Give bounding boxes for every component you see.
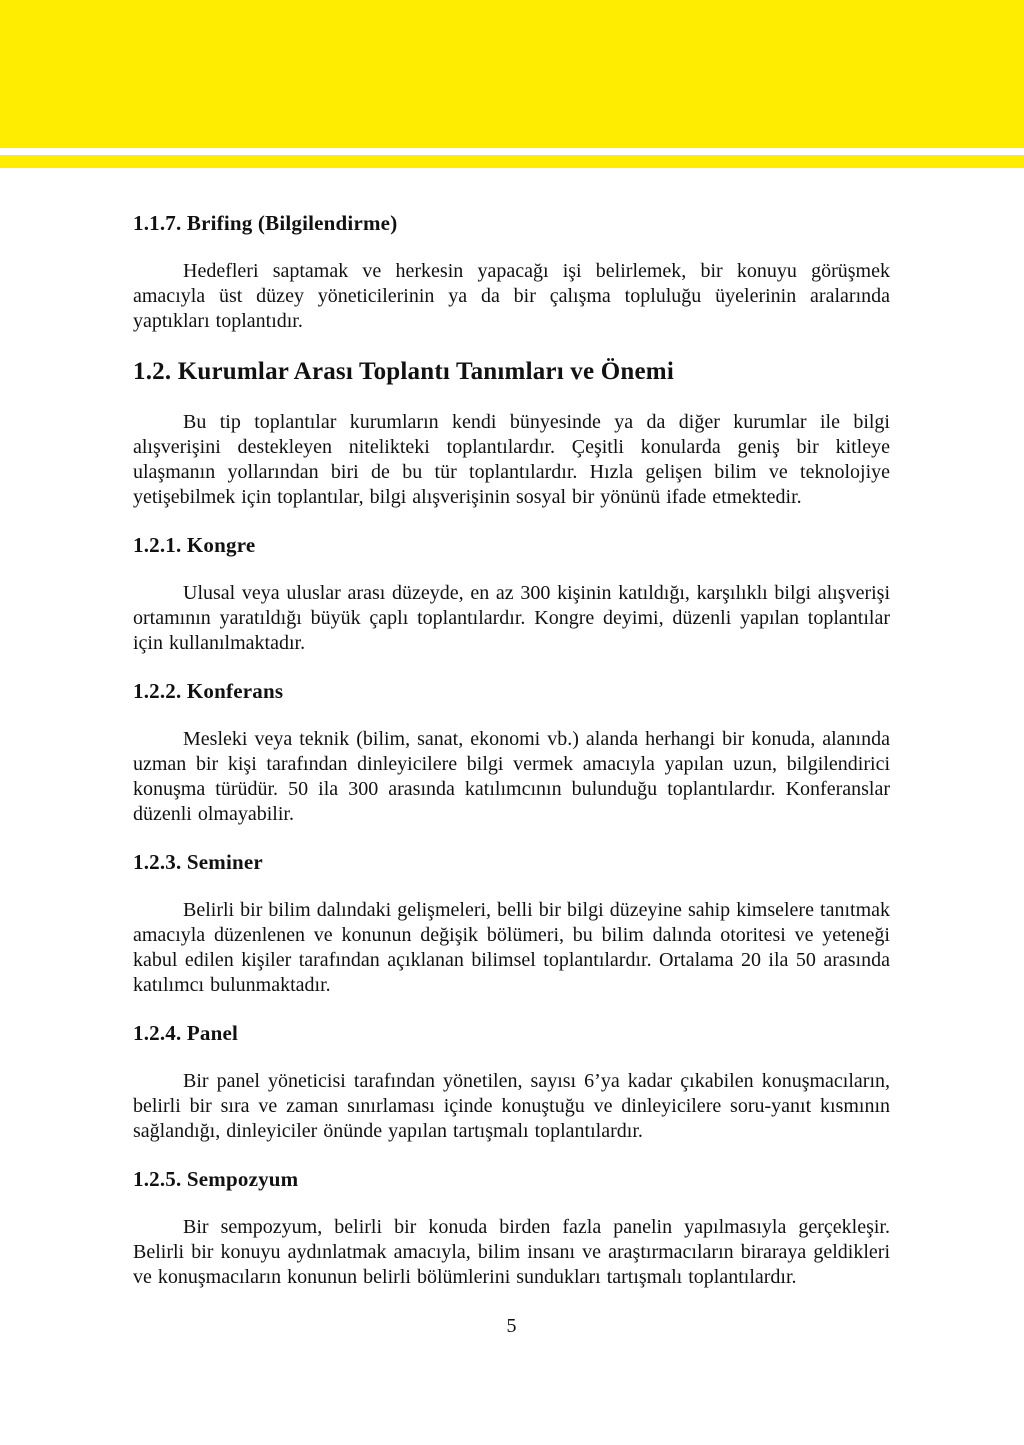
section-heading: 1.2.3. Seminer xyxy=(133,850,263,874)
section-heading: 1.2. Kurumlar Arası Toplantı Tanımları ve Önemi xyxy=(133,358,674,385)
document-section xyxy=(133,680,890,827)
section-heading: 1.2.5. Sempozyum xyxy=(133,1167,299,1191)
section-paragraph: Bir sempozyum, belirli bir konuda birden fazla panelin yapılmasıyla gerçekleşir. Belirli bir konuyu aydınlatmak amacıyla, bilim insanı ve araştırmacıların biraraya geldikleri ve konuşmacıların konunun belirli bölümlerini sundukları tartışmalı toplantılardır. xyxy=(133,1216,890,1288)
page-footer xyxy=(133,1314,890,1339)
document-section xyxy=(133,1168,890,1290)
section-paragraph: Bir panel yöneticisi tarafından yönetilen, sayısı 6’ya kadar çıkabilen konuşmacıların, belirli bir sıra ve zaman sınırlaması içinde konuştuğu ve dinleyicilere soru-yanıt kısmının sağlandığı, dinleyiciler önünde yapılan tartışmalı toplantılardır. xyxy=(133,1070,890,1142)
section-paragraph: Ulusal veya uluslar arası düzeyde, en az 300 kişinin katıldığı, karşılıklı bilgi alışverişi ortamının yaratıldığı büyük çaplı toplantılardır. Kongre deyimi, düzenli yapılan toplantılar için kullanılmaktadır. xyxy=(133,582,890,654)
header-yellow-band xyxy=(0,0,1024,148)
section-heading: 1.2.4. Panel xyxy=(133,1021,239,1045)
section-paragraph: Belirli bir bilim dalındaki gelişmeleri, belli bir bilgi düzeyine sahip kimselere tanıtmak amacıyla düzenlenen ve konunun değişik bölümeri, bu bilim dalında otoritesi ve yeteneği kabul edilen kişiler tarafından açıklanan bilimsel toplantılardır. Ortalama 20 ila 50 arasında katılımcı bulunmaktadır. xyxy=(133,899,890,996)
section-paragraph: Hedefleri saptamak ve herkesin yapacağı işi belirlemek, bir konuyu görüşmek amacıyla üst düzey yöneticilerinin ya da bir çalışma topluluğu üyelerinin aralarında yaptıkları toplantıdır. xyxy=(133,260,890,332)
section-heading: 1.1.7. Brifing (Bilgilendirme) xyxy=(133,211,398,235)
document-section xyxy=(133,212,890,334)
header-yellow-stripe xyxy=(0,155,1024,168)
document-section xyxy=(133,851,890,998)
document-body xyxy=(0,168,1024,1339)
document-section xyxy=(133,1022,890,1144)
document-section xyxy=(133,534,890,656)
section-heading: 1.2.2. Konferans xyxy=(133,679,284,703)
page-number: 5 xyxy=(506,1315,517,1337)
document-section xyxy=(133,358,890,510)
section-heading: 1.2.1. Kongre xyxy=(133,533,256,557)
section-paragraph: Mesleki veya teknik (bilim, sanat, ekonomi vb.) alanda herhangi bir konuda, alanında uzman bir kişi tarafından dinleyicilere bilgi vermek amacıyla yapılan uzun, bilgilendirici konuşma türüdür. 50 ila 300 arasında katılımcının bulunduğu toplantılardır. Konferanslar düzenli olmayabilir. xyxy=(133,728,890,825)
header-white-gap xyxy=(0,148,1024,155)
section-paragraph: Bu tip toplantılar kurumların kendi bünyesinde ya da diğer kurumlar ile bilgi alışverişini destekleyen nitelikteki toplantılardır. Çeşitli konularda geniş bir kitleye ulaşmanın yollarından biri de bu tür toplantılardır. Hızla gelişen bilim ve teknolojiye yetişebilmek için toplantılar, bilgi alışverişinin sosyal bir yönünü ifade etmektedir. xyxy=(133,411,890,508)
sections-container xyxy=(133,212,890,1290)
